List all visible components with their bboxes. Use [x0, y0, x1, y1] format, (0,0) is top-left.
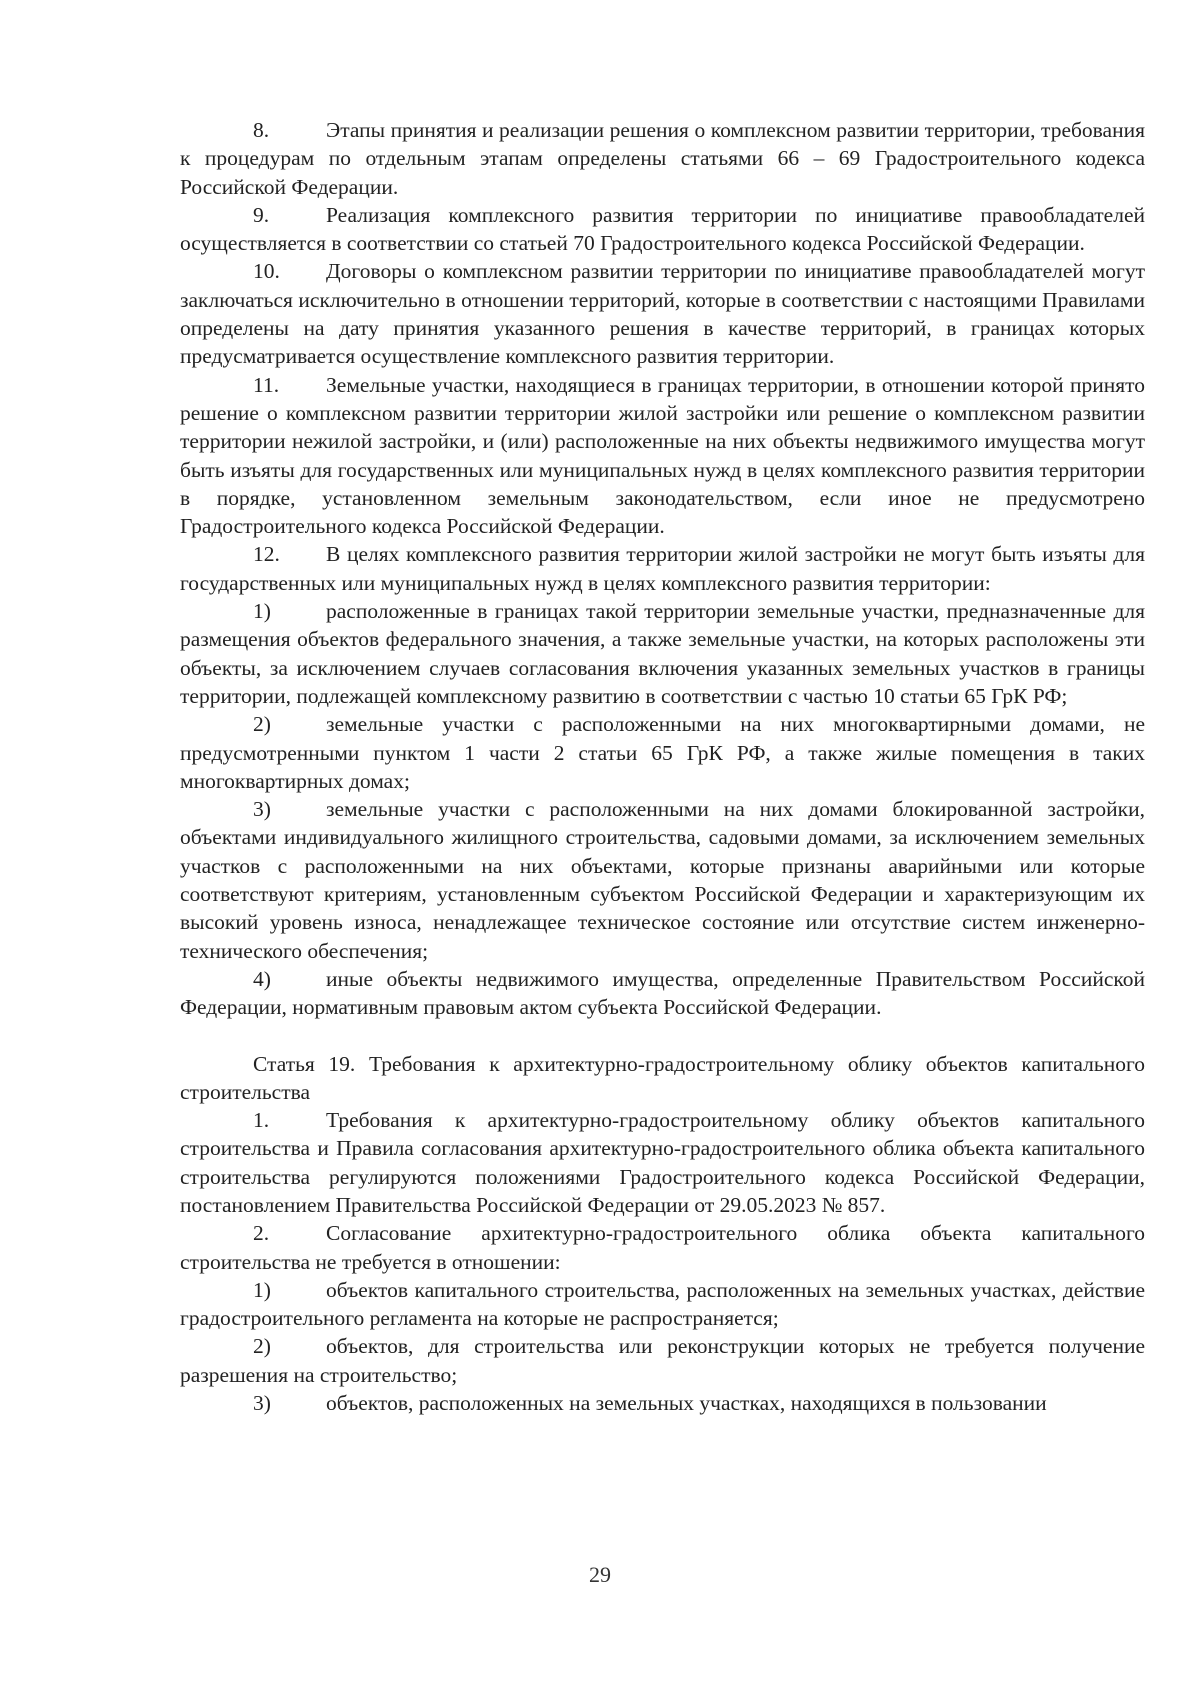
paragraph-2: [180, 1219, 1145, 1276]
paragraph-8: [180, 116, 1145, 201]
paragraph-10: [180, 257, 1145, 370]
list-item-4: [180, 965, 1145, 1022]
list-item-text: земельные участки с расположенными на них многоквартирными домами, не предусмотренными пунктом 1 части 2 статьи 65 ГрК РФ, а также жилые помещения в таких многоквартирных домах;: [180, 712, 1145, 793]
article-heading: Статья 19. Требования к архитектурно-градостроительному облику объектов капитального строительства: [180, 1051, 1145, 1104]
paragraph-number: 1.: [253, 1108, 270, 1133]
list-item-3: [180, 795, 1145, 965]
paragraph-text: Требования к архитектурно-градостроительному облику объектов капитального строительства и Правила согласования архитектурно-градостроительного облика объекта капитального строительства регулируются положениями Градостроительного кодекса Российской Федерации, постановлением Правительства Российской Федерации от 29.05.2023 № 857.: [180, 1108, 1145, 1217]
list-item-2: [180, 1332, 1145, 1389]
paragraph-number: 12.: [253, 542, 280, 567]
paragraph-number: 8.: [253, 118, 270, 142]
paragraph-number: 2.: [253, 1221, 270, 1246]
paragraph-number: 10.: [253, 259, 280, 284]
list-item-number: 1): [253, 599, 271, 624]
list-item-number: 3): [253, 1391, 271, 1416]
list-item-number: 4): [253, 966, 271, 991]
list-item-2: [180, 710, 1145, 795]
paragraph-text: Этапы принятия и реализации решения о комплексном развитии территории, требования к процедурам по отдельным этапам определены статьями 66 – 69 Градостроительного кодекса Российской Федерации.: [180, 118, 1145, 199]
list-item-text: иные объекты недвижимого имущества, определенные Правительством Российской Федерации, нормативным правовым актом субъекта Российской Федерации.: [180, 966, 1145, 1020]
paragraph-number: 9.: [253, 202, 270, 227]
list-item-text: расположенные в границах такой территории земельные участки, предназначенные для размещения объектов федерального значения, а также земельные участки, на которых расположены эти объекты, за исключением случаев согласования включения указанных земельных участков в границы территории, подлежащей комплексному развитию в соответствии с частью 10 статьи 65 ГрК РФ;: [180, 599, 1145, 708]
list-item-text: объектов, для строительства или реконструкции которых не требуется получение разрешения на строительство;: [180, 1334, 1145, 1387]
section-part-b: [180, 1106, 1145, 1417]
list-item-text: объектов, расположенных на земельных участках, находящихся в пользовании: [326, 1391, 1047, 1416]
paragraph-number: 11.: [253, 372, 280, 397]
list-item-number: 2): [253, 712, 271, 737]
list-item-text: земельные участки с расположенными на них домами блокированной застройки, объектами индивидуального жилищного строительства, садовыми домами, за исключением земельных участков с расположенными на них объектами, которые признаны аварийными или которые соответствуют критериям, установленным субъектом Российской Федерации и характеризующим их высокий уровень износа, ненадлежащее техническое состояние или отсутствие систем инженерно-технического обеспечения;: [180, 797, 1145, 963]
paragraph-9: [180, 201, 1145, 258]
list-item-number: 2): [253, 1334, 271, 1359]
list-item-number: 1): [253, 1277, 271, 1302]
section-part-a: [180, 116, 1145, 1022]
list-item-text: объектов капитального строительства, расположенных на земельных участках, действие градостроительного регламента на которые не распространяется;: [180, 1277, 1145, 1331]
page-number: 29: [589, 1562, 611, 1587]
paragraph-text: Земельные участки, находящиеся в границах территории, в отношении которой принято решение о комплексном развитии территории жилой застройки или решение о комплексном развитии территории нежилой застройки, и (или) расположенные на них объекты недвижимого имущества могут быть изъяты для государственных или муниципальных нужд в целях комплексного развития территории в порядке, установленном земельным законодательством, если иное не предусмотрено Градостроительного кодекса Российской Федерации.: [180, 372, 1145, 539]
list-item-1: [180, 597, 1145, 710]
document-body: [180, 116, 1145, 1417]
list-item-number: 3): [253, 797, 271, 822]
list-item-3: [180, 1389, 1145, 1417]
list-item-1: [180, 1276, 1145, 1333]
paragraph-text: В целях комплексного развития территории жилой застройки не могут быть изъяты для государственных или муниципальных нужд в целях комплексного развития территории:: [180, 542, 1145, 595]
paragraph-text: Реализация комплексного развития территории по инициативе правообладателей осуществляется в соответствии со статьей 70 Градостроительного кодекса Российской Федерации.: [180, 202, 1145, 256]
paragraph-1: [180, 1106, 1145, 1219]
paragraph-text: Согласование архитектурно-градостроительного облика объекта капитального строительства не требуется в отношении:: [180, 1221, 1145, 1274]
paragraph-text: Договоры о комплексном развитии территории по инициативе правообладателей могут заключаться исключительно в отношении территорий, которые в соответствии с настоящими Правилами определены на дату принятия указанного решения в качестве территорий, в границах которых предусматривается осуществление комплексного развития территории.: [180, 259, 1145, 369]
paragraph-11: [180, 371, 1145, 541]
paragraph-12: [180, 540, 1145, 597]
